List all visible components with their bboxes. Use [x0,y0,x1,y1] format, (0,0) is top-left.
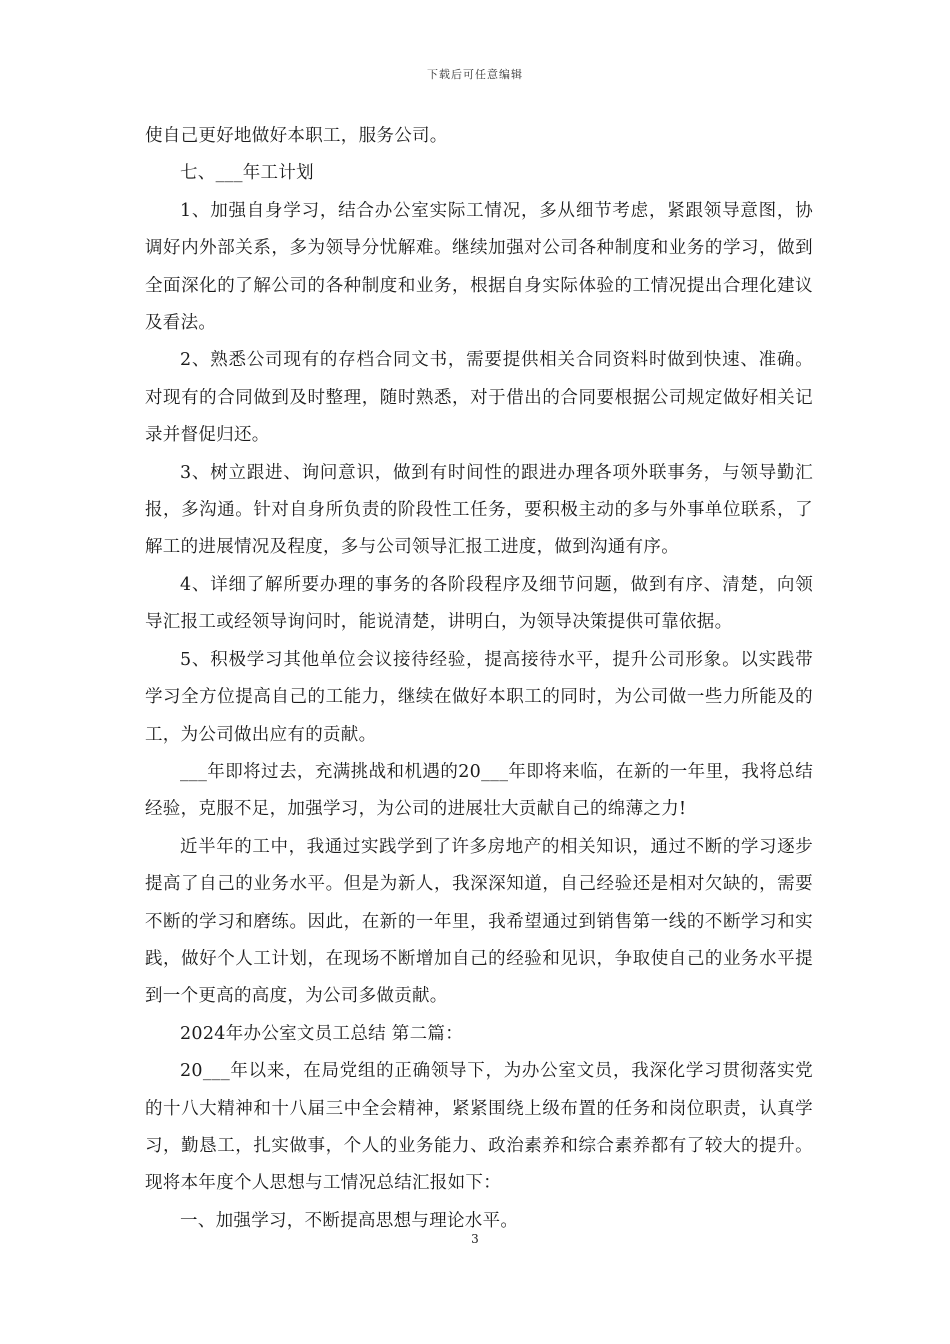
paragraph-continuation: 使自己更好地做好本职工，服务公司。 [145,126,448,146]
paragraph-plan-item-2: 2、熟悉公司现有的存档合同文书，需要提供相关合同资料时做到快速、准确。对现有的合同做到及时整理，随时熟悉，对于借出的合同要根据公司规定做好相关记录并督促归还。 [145,350,813,446]
page-number: 3 [471,1232,479,1246]
paragraph-plan-item-5: 5、积极学习其他单位会议接待经验，提高接待水平，提升公司形象。以实践带学习全方位提高自己的工能力，继续在做好本职工的同时，为公司做一些力所能及的工，为公司做出应有的贡献。 [145,649,813,745]
page-header: 下载后可任意编辑 [427,68,523,81]
section-heading-plan: 七、___年工计划 [180,163,314,184]
paragraph-half-year: 近半年的工中，我通过实践学到了许多房地产的相关知识，通过不断的学习逐步提高了自己的业务水平。但是为新人，我深深知道，自己经验还是相对欠缺的，需要不断的学习和磨练。因此，在新的一年里，我希望通过到销售第一线的不断学习和实践，做好个人工计划，在现场不断增加自己的经验和见识，争取使自己的业务水平提到一个更高的高度，为公司多做贡献。 [145,836,813,1007]
paragraph-plan-item-4: 4、详细了解所要办理的事务的各阶段程序及细节问题，做到有序、清楚，向领导汇报工或经领导询问时，能说清楚，讲明白，为领导决策提供可靠依据。 [145,574,813,633]
paragraph-closing: ___年即将过去，充满挑战和机遇的20___年即将来临，在新的一年里，我将总结经验，克服不足，加强学习，为公司的进展壮大贡献自己的绵薄之力! [145,761,813,820]
document-body [145,118,813,1240]
section-heading-study: 一、加强学习，不断提高思想与理论水平。 [180,1210,519,1231]
paragraph-intro-second-part: 20___年以来，在局党组的正确领导下，为办公室文员，我深化学习贯彻落实党的十八大精神和十八届三中全会精神，紧紧围绕上级布置的任务和岗位职责，认真学习，勤恳工，扎实做事，个人的业务能力、政治素养和综合素养都有了较大的提升。现将本年度个人思想与工情况总结汇报如下： [145,1061,813,1194]
section-title-second-part: 2024年办公室文员工总结 第二篇： [180,1023,463,1044]
paragraph-plan-item-1: 1、加强自身学习，结合办公室实际工情况，多从细节考虑，紧跟领导意图，协调好内外部关系，多为领导分忧解难。继续加强对公司各种制度和业务的学习，做到全面深化的了解公司的各种制度和业务，根据自身实际体验的工情况提出合理化建议及看法。 [145,200,813,334]
paragraph-plan-item-3: 3、树立跟进、询问意识，做到有时间性的跟进办理各项外联事务，与领导勤汇报，多沟通。针对自身所负责的阶段性工任务，要积极主动的多与外事单位联系，了解工的进展情况及程度，多与公司领导汇报工进度，做到沟通有序。 [145,462,813,558]
